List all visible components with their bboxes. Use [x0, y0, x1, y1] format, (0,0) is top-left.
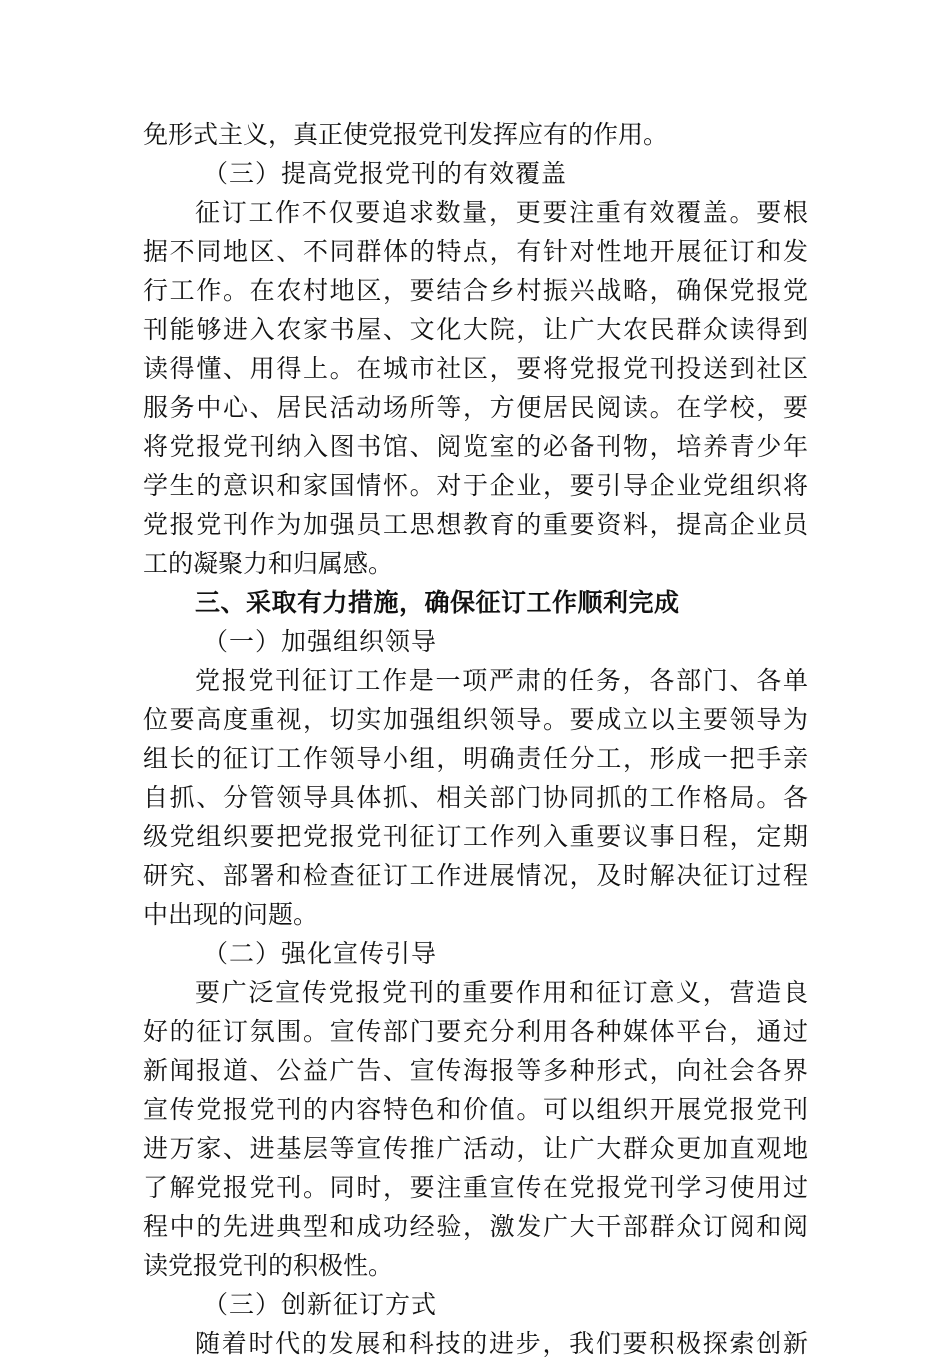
paragraph-line: 中出现的问题。 — [143, 900, 319, 929]
paragraph-line: 党报党刊征订工作是一项严肃的任务，各部门、各单 — [195, 666, 808, 695]
paragraph-line: 位要高度重视，切实加强组织领导。要成立以主要领导为 — [143, 705, 808, 734]
paragraph-line: 研究、部署和检查征订工作进展情况，及时解决征订过程 — [143, 861, 808, 890]
paragraph-line: 行工作。在农村地区，要结合乡村振兴战略，确保党报党 — [143, 276, 808, 305]
paragraph-line: 组长的征订工作领导小组，明确责任分工，形成一把手亲 — [143, 744, 808, 773]
paragraph-line: 随着时代的发展和科技的进步，我们要积极探索创新 — [195, 1329, 808, 1358]
paragraph-line: 工的凝聚力和归属感。 — [143, 549, 394, 578]
subheading: （二）强化宣传引导 — [203, 939, 438, 968]
subheading: （一）加强组织领导 — [203, 627, 438, 656]
section-heading: 三、采取有力措施，确保征订工作顺利完成 — [195, 588, 680, 617]
paragraph-line: 读党报党刊的积极性。 — [143, 1251, 394, 1280]
paragraph-line: 宣传党报党刊的内容特色和价值。可以组织开展党报党刊 — [143, 1095, 808, 1124]
paragraph-line: 党报党刊作为加强员工思想教育的重要资料，提高企业员 — [143, 510, 808, 539]
paragraph-line: 新闻报道、公益广告、宣传海报等多种形式，向社会各界 — [143, 1056, 808, 1085]
paragraph-line: 学生的意识和家国情怀。对于企业，要引导企业党组织将 — [143, 471, 808, 500]
paragraph-line: 免形式主义，真正使党报党刊发挥应有的作用。 — [143, 120, 669, 149]
paragraph-line: 服务中心、居民活动场所等，方便居民阅读。在学校，要 — [143, 393, 808, 422]
subheading: （三）创新征订方式 — [203, 1290, 438, 1319]
paragraph-line: 征订工作不仅要追求数量，更要注重有效覆盖。要根 — [195, 198, 808, 227]
paragraph-line: 读得懂、用得上。在城市社区，要将党报党刊投送到社区 — [143, 354, 808, 383]
document-page — [143, 115, 808, 1363]
paragraph-line: 级党组织要把党报党刊征订工作列入重要议事日程，定期 — [143, 822, 808, 851]
paragraph-line: 将党报党刊纳入图书馆、阅览室的必备刊物，培养青少年 — [143, 432, 808, 461]
paragraph-line: 要广泛宣传党报党刊的重要作用和征订意义，营造良 — [195, 978, 808, 1007]
subheading: （三）提高党报党刊的有效覆盖 — [203, 159, 568, 188]
paragraph-line: 进万家、进基层等宣传推广活动，让广大群众更加直观地 — [143, 1134, 808, 1163]
paragraph-line: 据不同地区、不同群体的特点，有针对性地开展征订和发 — [143, 237, 808, 266]
paragraph-line: 好的征订氛围。宣传部门要充分利用各种媒体平台，通过 — [143, 1017, 808, 1046]
paragraph-line: 了解党报党刊。同时，要注重宣传在党报党刊学习使用过 — [143, 1173, 808, 1202]
paragraph-line: 程中的先进典型和成功经验，激发广大干部群众订阅和阅 — [143, 1212, 808, 1241]
paragraph-line: 自抓、分管领导具体抓、相关部门协同抓的工作格局。各 — [143, 783, 808, 812]
paragraph-line: 刊能够进入农家书屋、文化大院，让广大农民群众读得到 — [143, 315, 808, 344]
